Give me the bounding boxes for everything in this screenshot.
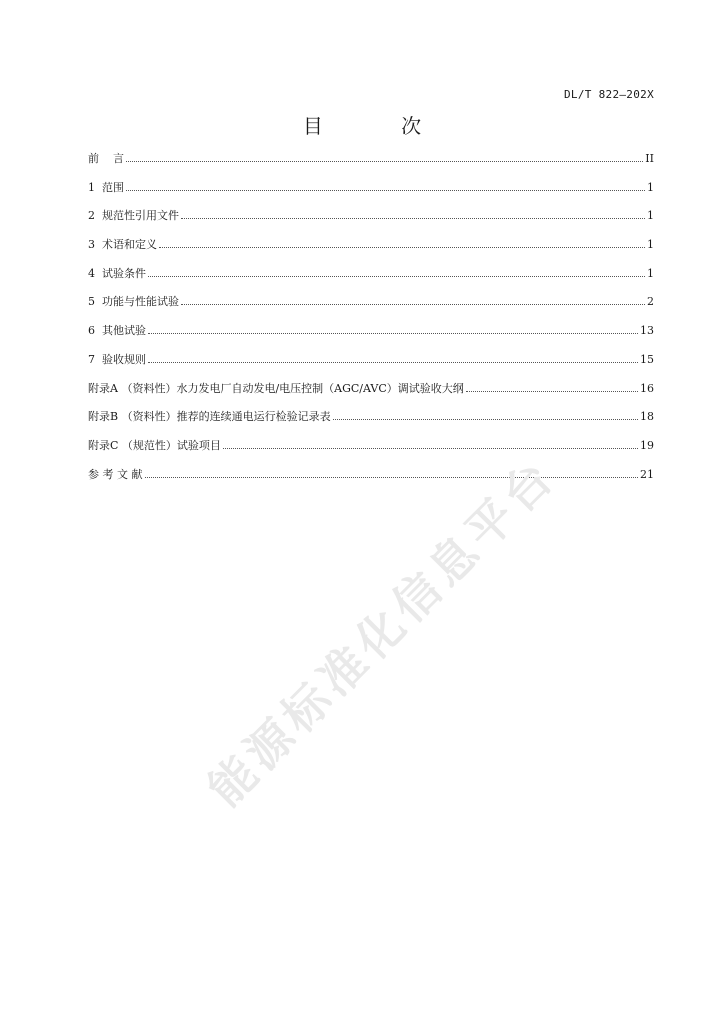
toc-entry-label: 2 规范性引用文件 bbox=[88, 209, 179, 223]
toc-entry-label: 附录A （资料性）水力发电厂自动发电/电压控制（AGC/AVC）调试验收大纲 bbox=[88, 381, 464, 395]
dot-leader bbox=[148, 276, 645, 277]
toc-entry-bibliography[interactable] bbox=[88, 466, 654, 495]
toc-entry-scope[interactable] bbox=[88, 179, 654, 208]
toc-entry-label: 参 考 文 献 bbox=[88, 467, 143, 481]
toc-entry-page: 19 bbox=[640, 438, 654, 452]
toc-entry-appendix-c[interactable] bbox=[88, 437, 654, 466]
toc-entry-label: 1 范围 bbox=[88, 180, 124, 194]
toc-entry-foreword[interactable] bbox=[88, 150, 654, 179]
toc-entry-page: 16 bbox=[640, 381, 654, 395]
toc-entry-page: II bbox=[645, 152, 654, 165]
dot-leader bbox=[148, 333, 638, 334]
toc-entry-page: 15 bbox=[640, 352, 654, 366]
watermark: 能源标准化信息平台 bbox=[197, 447, 567, 817]
toc-entry-acceptance-rules[interactable] bbox=[88, 351, 654, 380]
toc-entry-label: 附录C （规范性）试验项目 bbox=[88, 438, 221, 452]
dot-leader bbox=[181, 218, 645, 219]
toc-entry-test-conditions[interactable] bbox=[88, 265, 654, 294]
dot-leader bbox=[148, 362, 638, 363]
toc-entry-page: 21 bbox=[640, 467, 654, 481]
toc-entry-appendix-b[interactable] bbox=[88, 408, 654, 437]
toc-entry-label: 6 其他试验 bbox=[88, 324, 146, 338]
table-of-contents bbox=[88, 150, 654, 494]
toc-entry-label: 4 试验条件 bbox=[88, 266, 146, 280]
toc-entry-page: 13 bbox=[640, 324, 654, 338]
toc-entry-label: 5 功能与性能试验 bbox=[88, 295, 179, 309]
toc-entry-page: 1 bbox=[647, 180, 654, 194]
toc-entry-label: 附录B （资料性）推荐的连续通电运行检验记录表 bbox=[88, 410, 331, 424]
toc-entry-label: 3 术语和定义 bbox=[88, 238, 157, 252]
dot-leader bbox=[126, 161, 643, 162]
toc-entry-appendix-a[interactable] bbox=[88, 380, 654, 409]
toc-entry-label: 前 言 bbox=[88, 152, 124, 165]
toc-entry-label: 7 验收规则 bbox=[88, 352, 146, 366]
toc-entry-page: 1 bbox=[647, 209, 654, 223]
dot-leader bbox=[181, 304, 645, 305]
dot-leader bbox=[126, 190, 645, 191]
toc-entry-function-performance-tests[interactable] bbox=[88, 293, 654, 322]
toc-entry-terms-definitions[interactable] bbox=[88, 236, 654, 265]
dot-leader bbox=[159, 247, 645, 248]
toc-entry-page: 18 bbox=[640, 410, 654, 424]
toc-title: 目 次 bbox=[302, 114, 458, 138]
dot-leader bbox=[223, 448, 638, 449]
dot-leader bbox=[333, 419, 638, 420]
toc-entry-other-tests[interactable] bbox=[88, 322, 654, 351]
dot-leader bbox=[466, 391, 638, 392]
document-code: DL/T 822—202X bbox=[564, 88, 654, 101]
toc-entry-normative-references[interactable] bbox=[88, 207, 654, 236]
toc-entry-page: 1 bbox=[647, 266, 654, 280]
toc-entry-page: 2 bbox=[647, 295, 654, 309]
dot-leader bbox=[145, 477, 639, 478]
toc-entry-page: 1 bbox=[647, 238, 654, 252]
